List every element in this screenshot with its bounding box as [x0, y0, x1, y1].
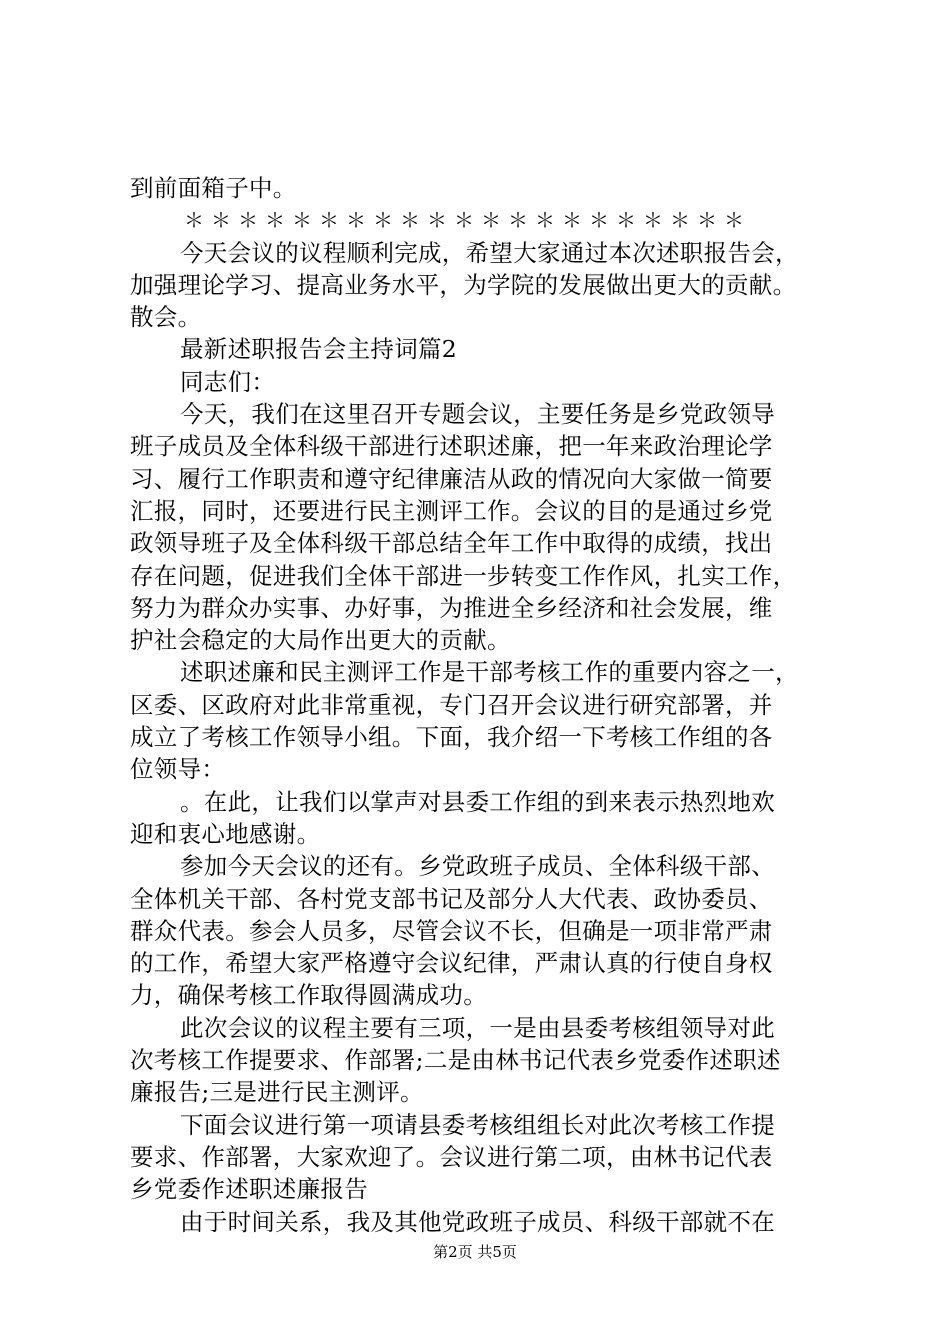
text-line: 今天，我们在这里召开专题会议，主要任务是乡党政领导: [180, 400, 775, 429]
text-line: 到前面箱子中。: [130, 174, 297, 202]
text-line: 廉报告;三是进行民主测评。: [130, 1078, 424, 1107]
text-line: 迎和衷心地感谢。: [130, 819, 321, 848]
text-line: 要求、作部署，大家欢迎了。会议进行第二项，由林书记代表: [130, 1142, 773, 1171]
text-line: 护社会稳定的大局作出更大的贡献。: [130, 626, 511, 655]
text-line: 群众代表。参会人员多，尽管会议不长，但确是一项非常严肃: [130, 916, 773, 945]
text-line: 乡党委作述职述廉报告: [130, 1175, 368, 1204]
text-line: 下面会议进行第一项请县委考核组组长对此次考核工作提: [180, 1110, 775, 1139]
section-heading: 最新述职报告会主持词篇2: [180, 335, 458, 364]
text-line: 参加今天会议的还有。乡党政班子成员、全体科级干部、: [180, 852, 775, 881]
document-body: [130, 172, 850, 1238]
text-line: 此次会议的议程主要有三项，一是由县委考核组领导对此: [180, 1013, 775, 1042]
text-line: 述职述廉和民主测评工作是干部考核工作的重要内容之一，: [180, 658, 799, 687]
text-line: 全体机关干部、各村党支部书记及部分人大代表、政协委员、: [130, 884, 773, 913]
text-line: 的工作，希望大家严格遵守会议纪律，严肃认真的行使自身权: [130, 949, 773, 978]
text-line: 汇报，同时，还要进行民主测评工作。会议的目的是通过乡党: [130, 496, 773, 525]
text-line: 班子成员及全体科级干部进行述职述廉，把一年来政治理论学: [130, 432, 773, 461]
text-line: 今天会议的议程顺利完成，希望大家通过本次述职报告会，: [180, 238, 799, 267]
text-line: 政领导班子及全体科级干部总结全年工作中取得的成绩，找出: [130, 529, 773, 558]
separator-stars: ＊＊＊＊＊＊＊＊＊＊＊＊＊＊＊＊＊＊＊＊＊: [184, 208, 751, 233]
text-line: 散会。: [130, 303, 202, 332]
text-line: 位领导：: [130, 755, 226, 784]
text-line: 成立了考核工作领导小组。下面，我介绍一下考核工作组的各: [130, 723, 773, 752]
text-line: 加强理论学习、提高业务水平，为学院的发展做出更大的贡献。: [130, 270, 797, 299]
page-footer: 第2页 共5页: [433, 1243, 517, 1261]
text-line: 努力为群众办实事、办好事，为推进全乡经济和社会发展，维: [130, 593, 773, 622]
text-line: 力，确保考核工作取得圆满成功。: [130, 981, 487, 1010]
text-line: 次考核工作提要求、作部署;二是由林书记代表乡党委作述职述: [130, 1046, 781, 1075]
text-line: 。在此，让我们以掌声对县委工作组的到来表示热烈地欢: [180, 787, 775, 816]
text-line: 同志们：: [180, 367, 276, 396]
text-line: 习、履行工作职责和遵守纪律廉洁从政的情况向大家做一简要: [130, 464, 773, 493]
text-line: 由于时间关系，我及其他党政班子成员、科级干部就不在: [180, 1207, 775, 1236]
text-line: 存在问题，促进我们全体干部进一步转变工作作风，扎实工作，: [130, 561, 797, 590]
text-line: 区委、区政府对此非常重视，专门召开会议进行研究部署，并: [130, 690, 773, 719]
